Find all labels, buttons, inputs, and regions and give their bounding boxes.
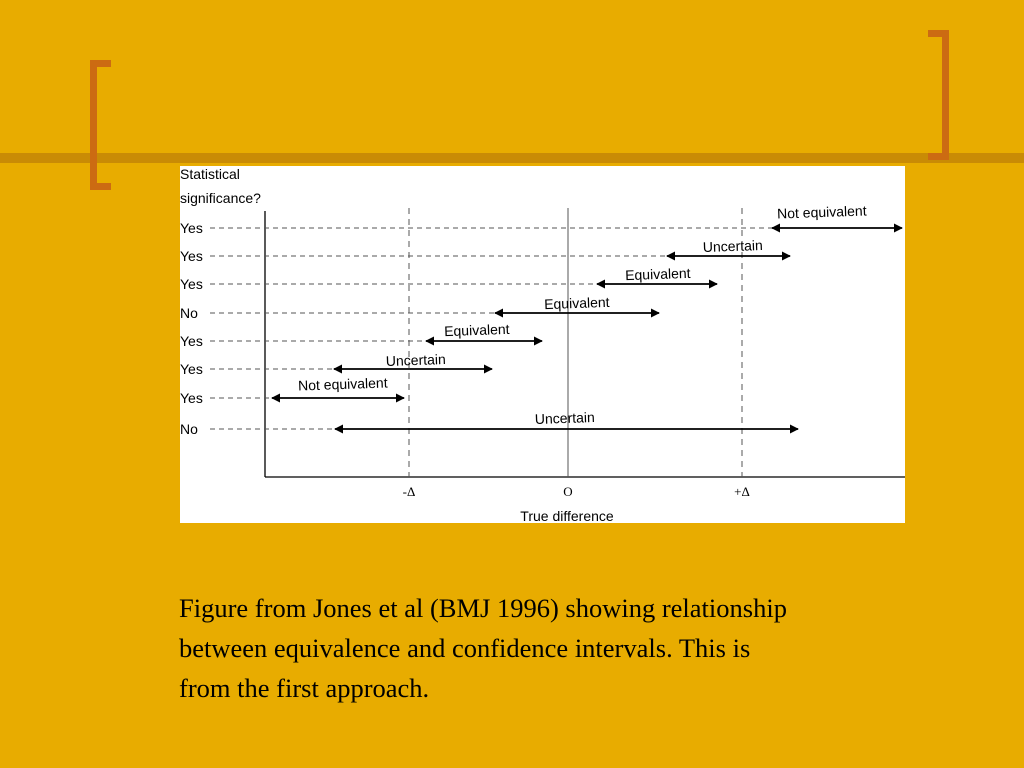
interval-label: Uncertain <box>534 408 596 428</box>
caption-line-2: between equivalence and confidence intervals. This is <box>179 633 751 663</box>
interval-label: Equivalent <box>443 320 510 340</box>
significance-label: Yes <box>180 361 203 377</box>
x-tick-zero: O <box>563 484 573 499</box>
significance-label: Yes <box>180 276 203 292</box>
interval-label: Equivalent <box>624 264 691 284</box>
figure-caption <box>179 588 979 708</box>
interval-label: Uncertain <box>385 350 447 370</box>
left-bracket-decoration <box>90 60 111 190</box>
significance-label: No <box>180 421 198 437</box>
caption-line-3: from the first approach. <box>179 673 430 703</box>
interval-rows <box>180 202 902 437</box>
interval-label: Not equivalent <box>297 374 388 394</box>
interval-label: Uncertain <box>702 236 764 256</box>
significance-label: No <box>180 305 198 321</box>
y-header-line2: significance? <box>180 190 261 206</box>
caption-line-1: Figure from Jones et al (BMJ 1996) showing relationship <box>179 593 787 623</box>
right-bracket-decoration <box>928 30 949 160</box>
x-axis-label: True difference <box>520 508 614 523</box>
figure-canvas <box>180 166 905 523</box>
significance-label: Yes <box>180 390 203 406</box>
significance-label: Yes <box>180 333 203 349</box>
significance-label: Yes <box>180 220 203 236</box>
x-tick-plus-delta: +Δ <box>734 484 750 499</box>
equivalence-figure <box>180 166 905 523</box>
interval-label: Equivalent <box>543 293 610 313</box>
x-tick-minus-delta: -Δ <box>402 484 416 499</box>
y-header-line1: Statistical <box>180 166 240 182</box>
decorative-rule <box>0 153 1024 163</box>
interval-label: Not equivalent <box>776 202 867 222</box>
significance-label: Yes <box>180 248 203 264</box>
